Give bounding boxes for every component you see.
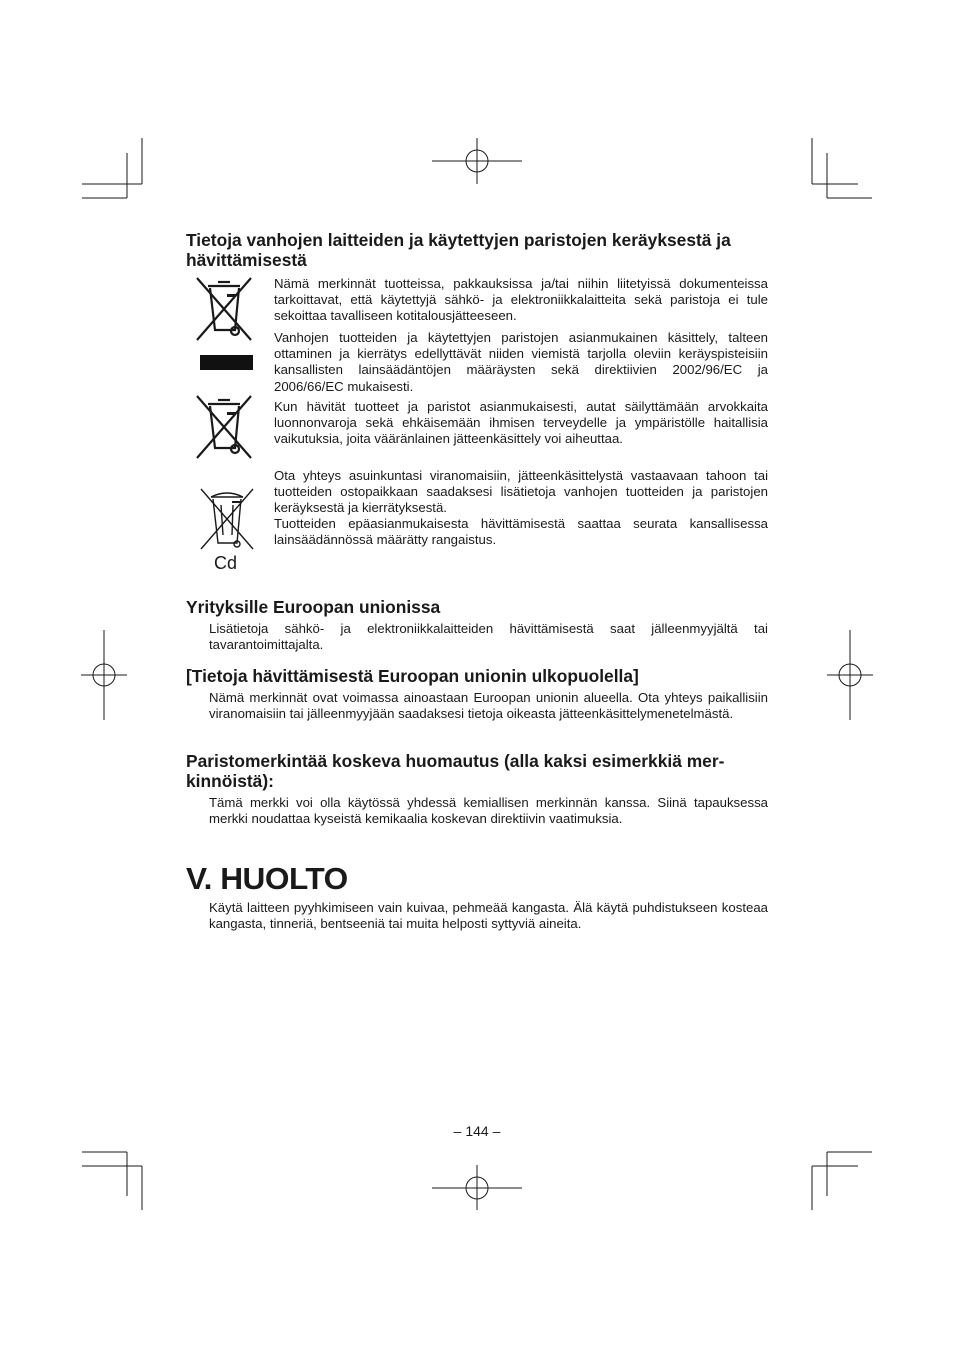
service-text: Käytä laitteen pyyhkimiseen vain kuivaa, pehmeää kangasta. Älä käytä puhdistukseen kosteaa kangasta, tinneriä, bentseeniä tai muita helposti syttyviä aineita. [209, 900, 768, 932]
section-title-service: V. HUOLTO [186, 861, 348, 896]
disposal-paragraph-5: Tuotteiden epäasianmukaisesta hävittämisestä saattaa seurata kansallisessa lainsäädännössä määrätty rangaistus. [274, 516, 768, 548]
crossed-out-wheelie-bin-icon [194, 394, 254, 460]
cd-label: Cd [214, 553, 238, 573]
page-number: – 144 – [453, 1123, 501, 1139]
battery-note-text: Tämä merkki voi olla käytössä yhdessä kemiallisen merkinnän kanssa. Siinä tapauksessa merkki noudattaa kyseistä kemikaalia koskevan direktiivin vaatimuksia. [209, 795, 768, 827]
black-bar-icon [200, 355, 253, 370]
disposal-paragraph-1: Nämä merkinnät tuotteissa, pakkauksissa ja/tai niihin liitetyissä dokumenteissa tarkoittavat, että käytettyjä sähkö- ja elektroniikkalaitteita sekä paristoja ei tule sekoittaa tavalliseen kotitalousjätteeseen. [274, 276, 768, 324]
business-text: Lisätietoja sähkö- ja elektroniikkalaitteiden hävittämisestä saat jälleenmyyjältä tai tavarantoimittajalta. [209, 621, 768, 653]
section-title-business: Yrityksille Euroopan unionissa [186, 597, 441, 617]
outside-eu-text: Nämä merkinnät ovat voimassa ainoastaan Euroopan unionin alueella. Ota yhteys paikallisiin viranomaisiin tai jälleenmyyjään saadaksesi tietoja oikeasta jätteenkäsittelymenetelmästä. [209, 690, 768, 722]
crossed-out-wheelie-bin-icon [194, 276, 254, 342]
section-title-disposal: Tietoja vanhojen laitteiden ja käytettyjen paristojen keräyksestä ja hävittämisestä [186, 230, 731, 270]
section-title-outside-eu: [Tietoja hävittämisestä Euroopan unionin ulkopuolella] [186, 666, 639, 686]
disposal-paragraph-2: Vanhojen tuotteiden ja käytettyjen paristojen asianmukainen käsittely, talteen ottaminen ja kierrätys edellyttävät niiden viemistä tarjolla oleviin keräyspisteisiin kansallisten lainsäädäntöjen määräysten sekä direktiivien 2002/96/EC ja 2006/66/EC mukaisesti. [274, 330, 768, 394]
crossed-out-bin-cd-icon [199, 487, 257, 551]
section-title-battery-note: Paristomerkintää koskeva huomautus (alla kaksi esimerkkiä merkinnöistä): [186, 751, 725, 791]
disposal-paragraph-4: Ota yhteys asuinkuntasi viranomaisiin, jätteenkäsittelystä vastaavaan tahoon tai tuotteiden ostopaikkaan saadaksesi lisätietoja vanhojen tuotteiden ja paristojen keräyksestä ja kierrätyksestä. [274, 468, 768, 516]
disposal-paragraph-3: Kun hävität tuotteet ja paristot asianmukaisesti, autat säilyttämään arvokkaita luonnonvaroja sekä ehkäisemään ihmisen terveydelle ja ympäristölle haitallisia vaikutuksia, joita vääränlainen jätteenkäsittely voi aiheuttaa. [274, 399, 768, 447]
